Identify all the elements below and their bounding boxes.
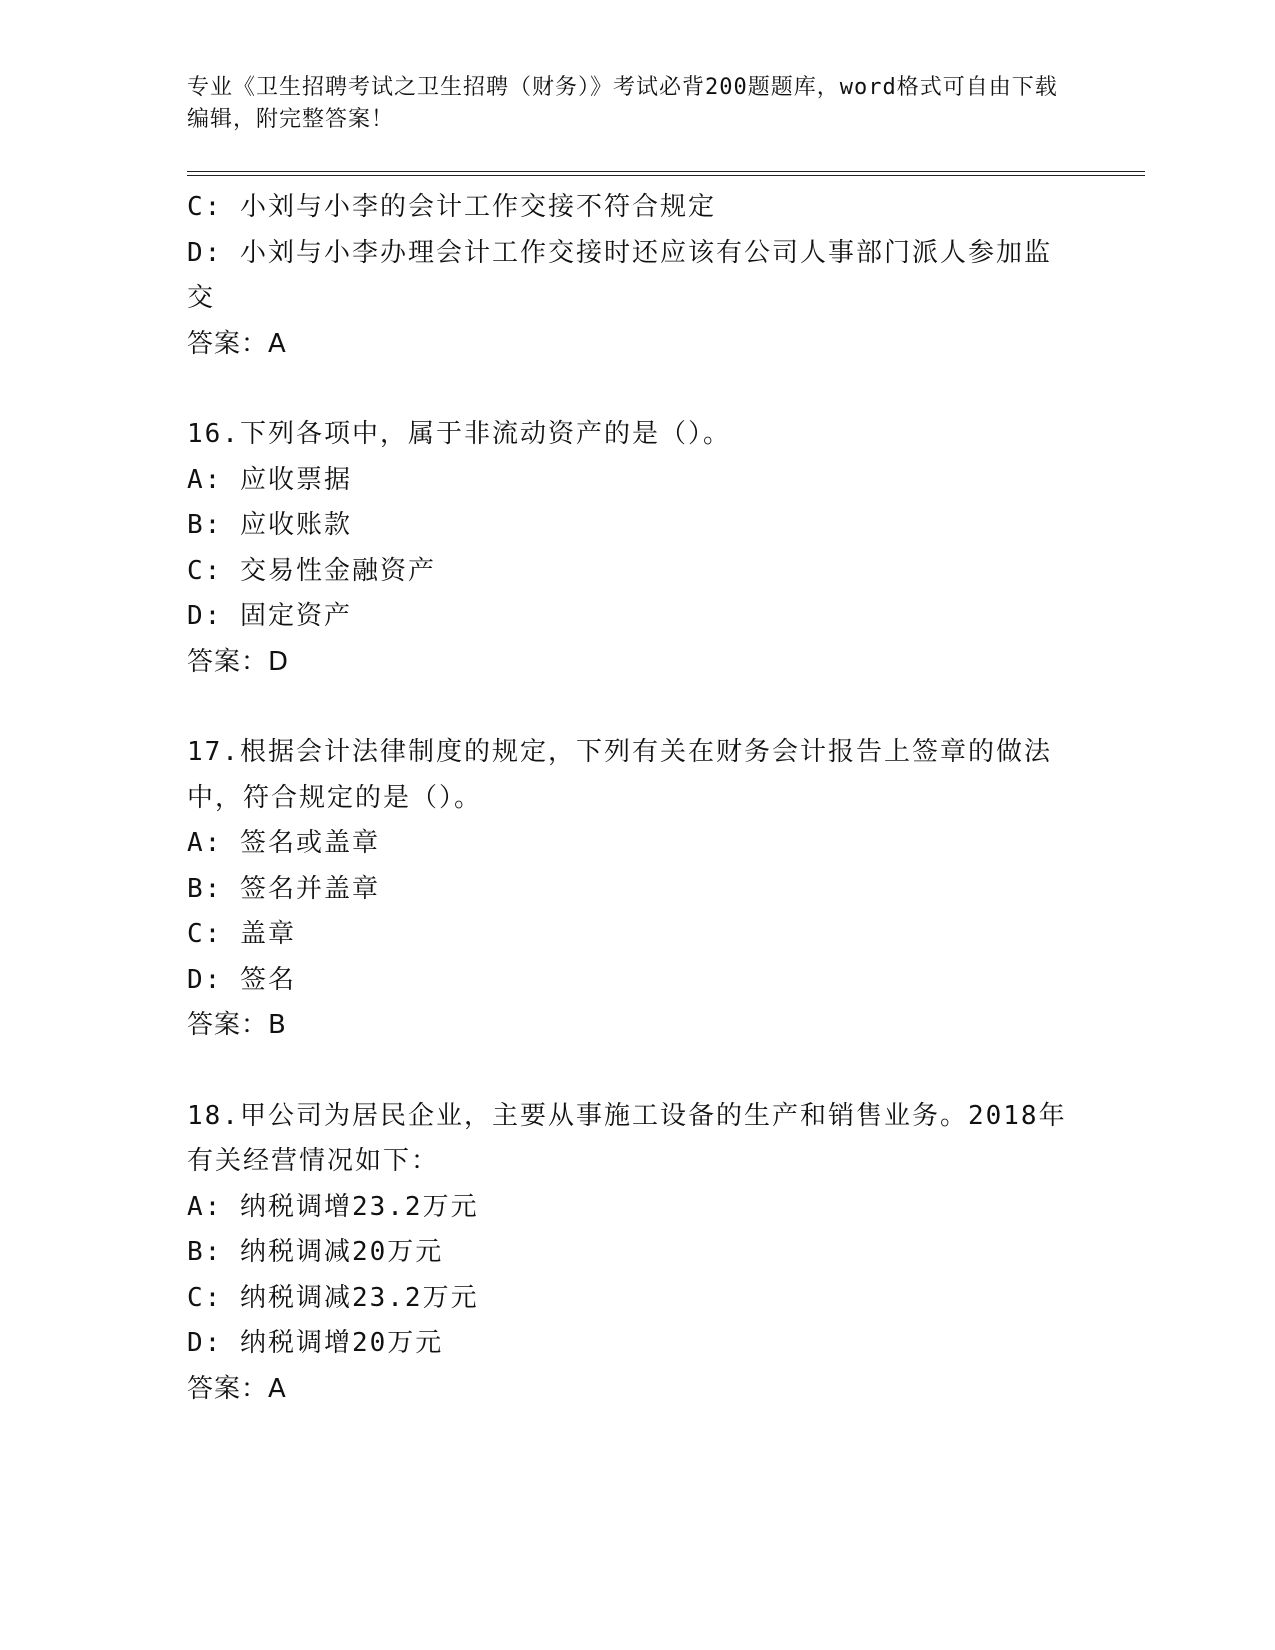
header-rule-top <box>187 171 1145 172</box>
question-stem: 17.根据会计法律制度的规定，下列有关在财务会计报告上签章的做法中，符合规定的是（）。 <box>187 737 1052 813</box>
option-c: C: 纳税调减23.2万元 <box>187 1282 479 1313</box>
answer: 答案：D <box>187 646 290 677</box>
option-a: A: 签名或盖章 <box>187 828 380 858</box>
option-d: D: 固定资产 <box>187 601 352 631</box>
option-b: B: 纳税调减20万元 <box>187 1237 444 1267</box>
option-c: C: 交易性金融资产 <box>187 555 436 586</box>
question-16 <box>187 412 1067 685</box>
question-stem: 16.下列各项中，属于非流动资产的是（）。 <box>187 419 731 449</box>
option-a: A: 应收票据 <box>187 464 352 495</box>
option-d: D: 小刘与小李办理会计工作交接时还应该有公司人事部门派人参加监交 <box>187 237 1052 313</box>
question-17 <box>187 730 1067 1049</box>
answer: 答案：B <box>187 1010 287 1040</box>
answer: 答案：A <box>187 1373 287 1404</box>
option-d: D: 纳税调增20万元 <box>187 1328 444 1358</box>
question-stem: 18.甲公司为居民企业，主要从事施工设备的生产和销售业务。2018年有关经营情况如下： <box>187 1100 1067 1176</box>
answer: 答案：A <box>187 328 287 359</box>
question-18 <box>187 1094 1067 1413</box>
option-c: C: 盖章 <box>187 919 296 949</box>
option-b: B: 签名并盖章 <box>187 873 380 904</box>
question-continued <box>187 185 1067 367</box>
option-c: C: 小刘与小李的会计工作交接不符合规定 <box>187 192 716 222</box>
document-body <box>187 185 1067 1412</box>
option-d: D: 签名 <box>187 964 296 995</box>
header-rule-bottom <box>187 175 1145 176</box>
document-header: 专业《卫生招聘考试之卫生招聘（财务）》考试必背200题题库，word格式可自由下载编辑，附完整答案！ <box>187 75 1058 132</box>
option-a: A: 纳税调增23.2万元 <box>187 1191 479 1222</box>
option-b: B: 应收账款 <box>187 510 352 540</box>
